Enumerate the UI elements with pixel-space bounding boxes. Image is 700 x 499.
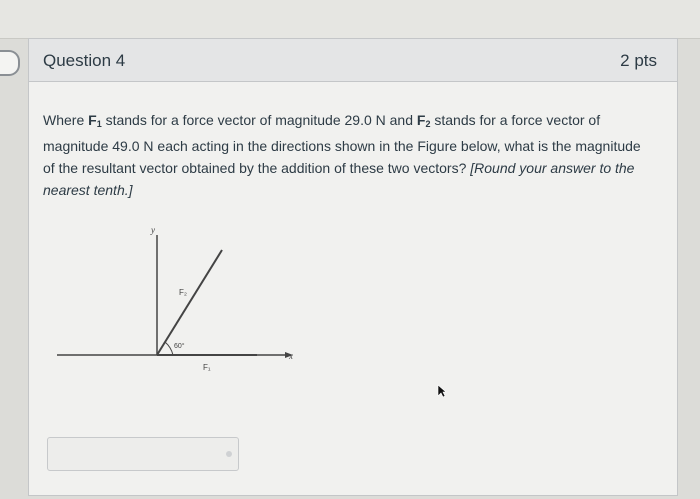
- f2-vector-label: F₂: [179, 288, 187, 297]
- y-axis-label: y: [151, 225, 155, 235]
- f2-subscript: 2: [425, 119, 431, 129]
- question-text: [43, 109, 653, 201]
- answer-input[interactable]: [47, 437, 239, 471]
- question-card: [28, 38, 678, 496]
- x-axis-label: x: [289, 351, 293, 361]
- vector-diagram: [57, 225, 297, 385]
- collapse-tab[interactable]: [0, 50, 20, 76]
- question-text-part: stands for a force vector of magnitude 29.0 N and: [101, 112, 417, 128]
- f2-bold: [417, 112, 431, 128]
- mouse-pointer-icon: [437, 384, 447, 403]
- question-text-part: Where: [43, 112, 89, 128]
- vector-figure: [57, 225, 297, 390]
- question-header: [29, 39, 677, 82]
- browser-top-strip: [0, 0, 700, 39]
- angle-arc: [165, 342, 173, 355]
- angle-label: 60°: [174, 343, 185, 350]
- question-title: Question 4: [43, 51, 126, 70]
- f1-vector-label: F₁: [203, 363, 211, 372]
- question-points: 2 pts: [620, 51, 657, 70]
- input-indicator-icon: [226, 451, 232, 457]
- f2-label: F: [416, 112, 426, 128]
- f1-subscript: 1: [96, 119, 102, 129]
- f1-label: F: [88, 112, 97, 128]
- rounding-instruction: [Round your answer to the nearest tenth.]: [43, 160, 635, 198]
- f1-bold: [88, 112, 102, 128]
- f2-vector-line: [157, 250, 222, 355]
- question-text-part: stands for a force vector of magnitude 49.0 N each acting in the directions shown in the Figure below, what is the magnitude of the resultant vector obtained by the addition of these two vectors?: [43, 112, 641, 176]
